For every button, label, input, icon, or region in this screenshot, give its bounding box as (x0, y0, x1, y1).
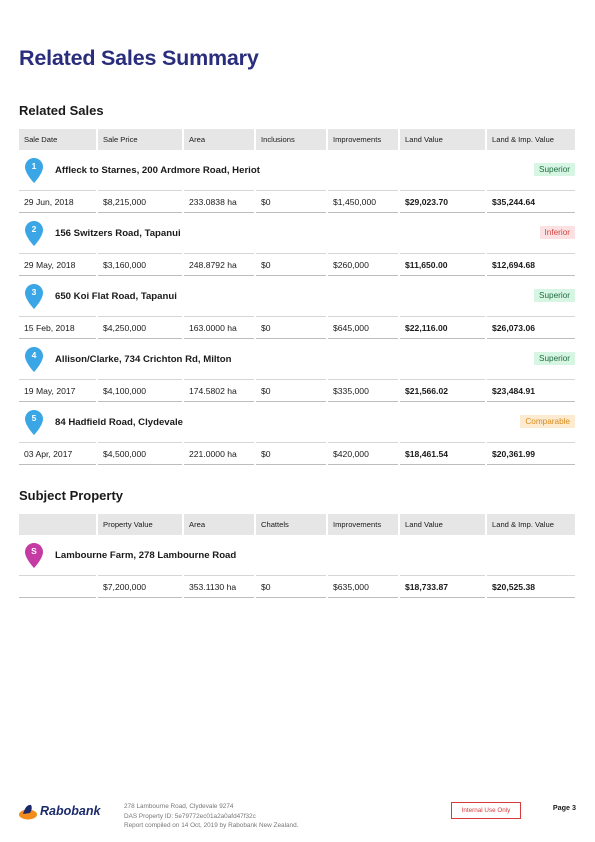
cell-land-value: $29,023.70 (399, 191, 486, 213)
sale-property-cell (19, 213, 575, 253)
cell-area: 248.8792 ha (183, 254, 255, 276)
cell-area: 353.1130 ha (183, 576, 255, 598)
rating-badge: Comparable (520, 415, 575, 428)
map-pin-number: 1 (31, 160, 37, 171)
col-header-chattels: Chattels (255, 514, 327, 535)
table-header-row (19, 129, 575, 150)
col-header-inclusions: Inclusions (255, 129, 327, 150)
map-pin-icon (25, 158, 43, 183)
map-pin-number: 2 (31, 223, 37, 234)
subject-property-table (19, 514, 575, 598)
rating-badge: Superior (534, 352, 575, 365)
sale-values-row (19, 443, 575, 465)
cell-inclusions: $0 (255, 380, 327, 402)
related-sales-table (19, 129, 575, 465)
map-pin-number: 4 (31, 349, 37, 360)
cell-land-value: $22,116.00 (399, 317, 486, 339)
col-header-improvements: Improvements (327, 514, 399, 535)
col-header-area: Area (183, 129, 255, 150)
cell-land-value: $18,461.54 (399, 443, 486, 465)
map-pin-icon (25, 410, 43, 435)
cell-land-value: $21,566.02 (399, 380, 486, 402)
table-header-row (19, 514, 575, 535)
subject-property-cell (19, 535, 575, 575)
subject-property-title: Subject Property (19, 488, 124, 503)
cell-area: 174.5802 ha (183, 380, 255, 402)
cell-chattels: $0 (255, 576, 327, 598)
cell-sale-date: 19 May, 2017 (19, 380, 97, 402)
sale-property-row (19, 213, 575, 254)
sale-property-row (19, 276, 575, 317)
col-header-land-value: Land Value (399, 129, 486, 150)
subject-property-row (19, 535, 575, 576)
cell-area: 221.0000 ha (183, 443, 255, 465)
map-pin-number: 5 (31, 412, 37, 423)
map-pin-icon (25, 284, 43, 309)
cell-land-imp-value: $35,244.64 (486, 191, 575, 213)
footer-info (124, 802, 298, 831)
cell-land-imp-value: $12,694.68 (486, 254, 575, 276)
page-footer (0, 796, 595, 842)
rabobank-logo-text: Rabobank (40, 804, 101, 818)
sale-property-name: 156 Switzers Road, Tapanui (55, 227, 181, 239)
rating-badge: Inferior (540, 226, 575, 239)
sale-values-row (19, 317, 575, 339)
col-header-blank (19, 514, 97, 535)
cell-inclusions: $0 (255, 254, 327, 276)
page-number: Page 3 (552, 803, 576, 812)
cell-sale-price: $4,500,000 (97, 443, 183, 465)
cell-land-imp-value: $20,525.38 (486, 576, 575, 598)
cell-sale-date: 29 May, 2018 (19, 254, 97, 276)
cell-area: 233.0838 ha (183, 191, 255, 213)
rabobank-logo-icon (18, 802, 38, 820)
cell-blank (19, 576, 97, 598)
cell-improvements: $645,000 (327, 317, 399, 339)
cell-land-imp-value: $20,361.99 (486, 443, 575, 465)
cell-land-imp-value: $23,484.91 (486, 380, 575, 402)
subject-property-values-row (19, 576, 575, 598)
map-pin-icon (25, 347, 43, 372)
footer-address: 278 Lambourne Road, Clydevale 9274 (124, 803, 234, 810)
sale-property-cell (19, 276, 575, 316)
col-header-land-value: Land Value (399, 514, 486, 535)
rating-badge: Superior (534, 289, 575, 302)
sale-property-cell (19, 402, 575, 442)
sale-property-row (19, 402, 575, 443)
related-sales-title: Related Sales (19, 103, 104, 118)
sale-property-row (19, 150, 575, 191)
rating-badge: Superior (534, 163, 575, 176)
subject-property-name: Lambourne Farm, 278 Lambourne Road (55, 549, 237, 561)
cell-area: 163.0000 ha (183, 317, 255, 339)
cell-sale-price: $3,160,000 (97, 254, 183, 276)
cell-sale-date: 15 Feb, 2018 (19, 317, 97, 339)
subject-pin-icon (25, 543, 43, 568)
cell-inclusions: $0 (255, 317, 327, 339)
col-header-sale-date: Sale Date (19, 129, 97, 150)
cell-improvements: $1,450,000 (327, 191, 399, 213)
cell-inclusions: $0 (255, 443, 327, 465)
footer-das-id: DAS Property ID: 5e79772ec01a2a0afd47f32c (124, 812, 256, 820)
cell-improvements: $420,000 (327, 443, 399, 465)
internal-use-badge: Internal Use Only (451, 802, 521, 819)
col-header-property-value: Property Value (97, 514, 183, 535)
cell-sale-price: $8,215,000 (97, 191, 183, 213)
sale-property-row (19, 339, 575, 380)
cell-sale-price: $4,100,000 (97, 380, 183, 402)
sale-property-name: 650 Koi Flat Road, Tapanui (55, 290, 177, 302)
col-header-land-imp-value: Land & Imp. Value (486, 514, 575, 535)
subject-pin-label: S (31, 545, 37, 556)
sale-property-cell (19, 339, 575, 379)
sale-values-row (19, 380, 575, 402)
sale-values-row (19, 254, 575, 276)
cell-land-value: $18,733.87 (399, 576, 486, 598)
sale-property-cell (19, 150, 575, 190)
rabobank-logo (18, 802, 100, 820)
sale-property-name: Allison/Clarke, 734 Crichton Rd, Milton (55, 353, 232, 365)
sale-property-name: Affleck to Starnes, 200 Ardmore Road, Heriot (55, 164, 260, 176)
footer-compiled: Report compiled on 14 Oct, 2019 by Rabobank New Zealand. (124, 822, 299, 830)
map-pin-number: 3 (31, 286, 37, 297)
cell-improvements: $335,000 (327, 380, 399, 402)
cell-improvements: $260,000 (327, 254, 399, 276)
page-title: Related Sales Summary (19, 46, 259, 70)
map-pin-icon (25, 221, 43, 246)
cell-inclusions: $0 (255, 191, 327, 213)
col-header-improvements: Improvements (327, 129, 399, 150)
col-header-sale-price: Sale Price (97, 129, 183, 150)
cell-land-value: $11,650.00 (399, 254, 486, 276)
cell-property-value: $7,200,000 (97, 576, 183, 598)
cell-improvements: $635,000 (327, 576, 399, 598)
cell-sale-price: $4,250,000 (97, 317, 183, 339)
col-header-area: Area (183, 514, 255, 535)
col-header-land-imp-value: Land & Imp. Value (486, 129, 575, 150)
cell-land-imp-value: $26,073.06 (486, 317, 575, 339)
sale-values-row (19, 191, 575, 213)
sale-property-name: 84 Hadfield Road, Clydevale (55, 416, 183, 428)
cell-sale-date: 29 Jun, 2018 (19, 191, 97, 213)
cell-sale-date: 03 Apr, 2017 (19, 443, 97, 465)
